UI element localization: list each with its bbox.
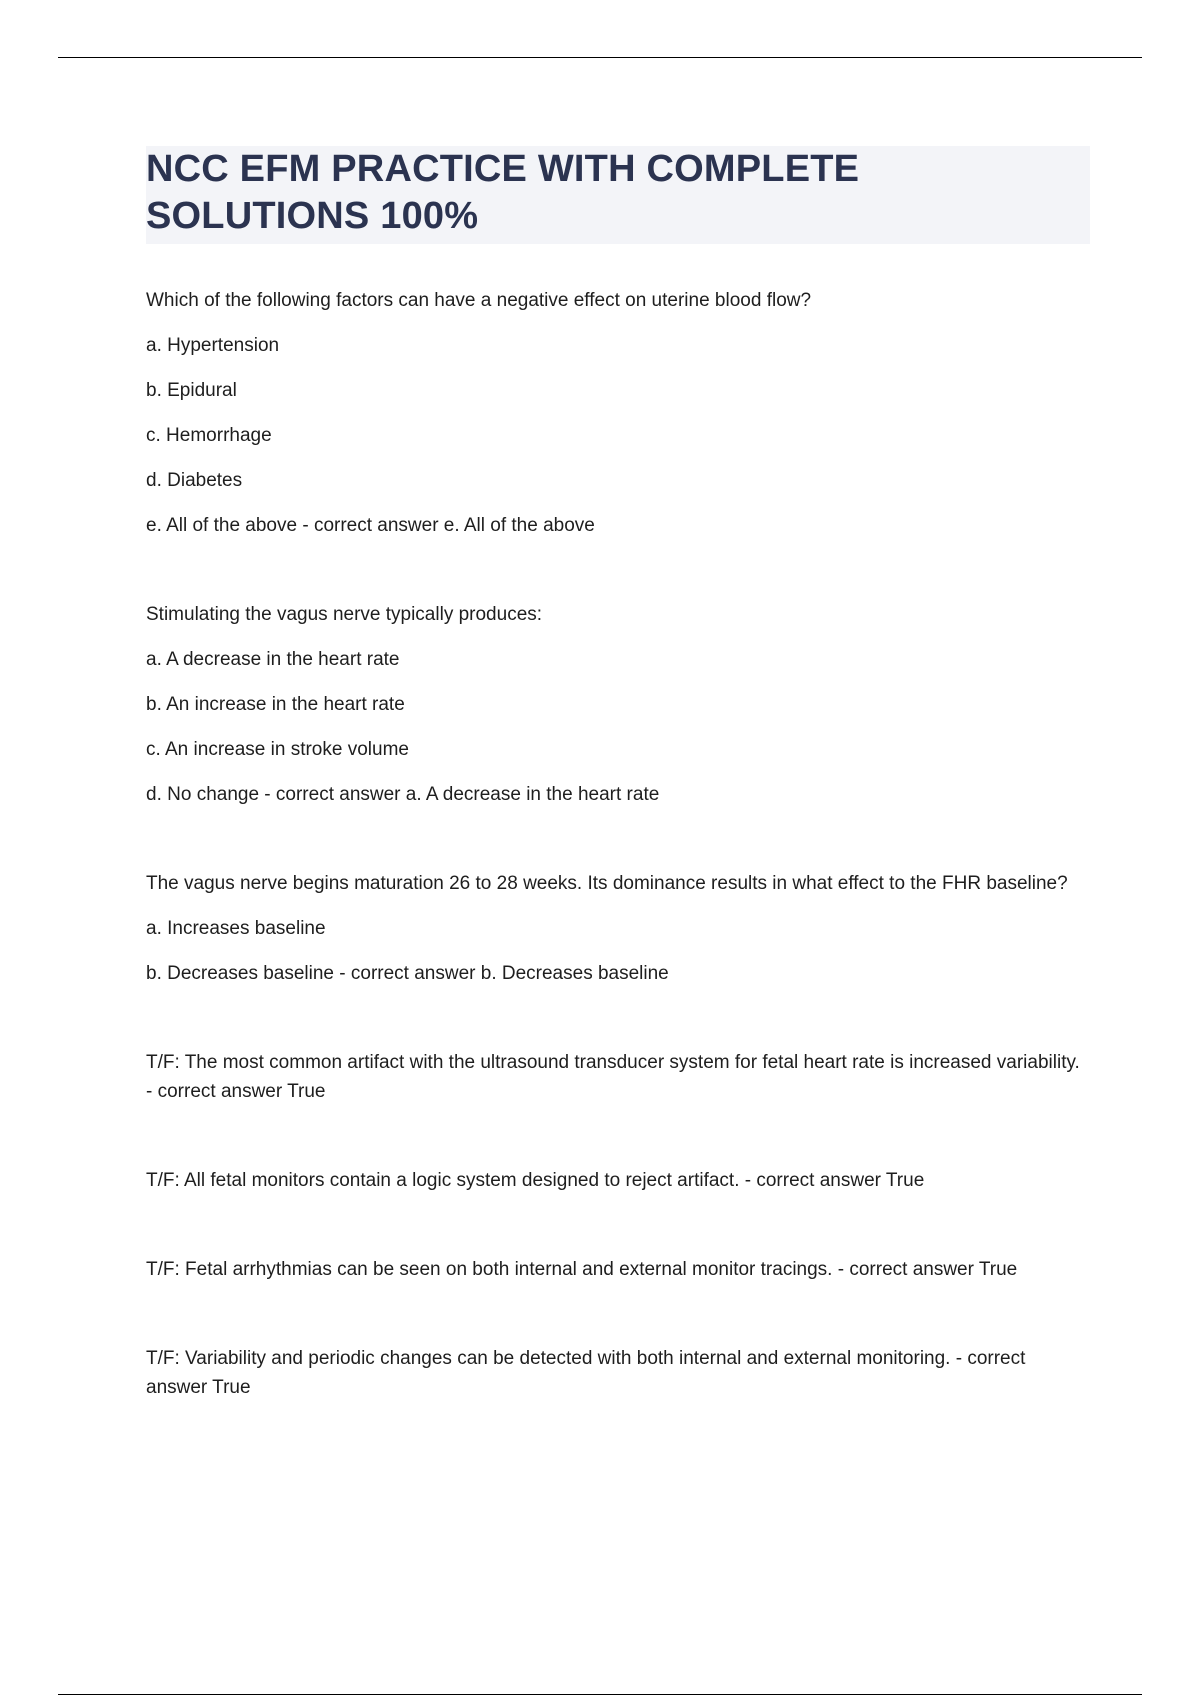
answer-option: d. Diabetes [146, 470, 243, 491]
question-6 [146, 1255, 1090, 1284]
question-stem: T/F: The most common artifact with the ultrasound transducer system for fetal heart rate is increased variability. - correct answer True [146, 1052, 1080, 1102]
question-2 [146, 600, 1090, 809]
question-7 [146, 1344, 1090, 1402]
answer-option: b. Decreases baseline - correct answer b. Decreases baseline [146, 963, 669, 984]
question-1 [146, 286, 1090, 540]
question-stem: T/F: Variability and periodic changes can be detected with both internal and external monitoring. - correct answer True [146, 1348, 1026, 1398]
question-stem: Stimulating the vagus nerve typically produces: [146, 604, 543, 625]
question-4 [146, 1048, 1090, 1106]
header-rule [58, 57, 1142, 58]
answer-option: b. An increase in the heart rate [146, 694, 405, 715]
question-3 [146, 869, 1090, 988]
answer-option: c. An increase in stroke volume [146, 739, 409, 760]
answer-option: c. Hemorrhage [146, 425, 272, 446]
answer-option: b. Epidural [146, 380, 237, 401]
answer-option: a. Hypertension [146, 335, 280, 356]
answer-option: e. All of the above - correct answer e. All of the above [146, 515, 595, 536]
answer-option: a. Increases baseline [146, 918, 326, 939]
question-stem: T/F: All fetal monitors contain a logic system designed to reject artifact. - correct answer True [146, 1170, 925, 1191]
question-stem: The vagus nerve begins maturation 26 to 28 weeks. Its dominance results in what effect to the FHR baseline? [146, 873, 1068, 894]
question-stem: T/F: Fetal arrhythmias can be seen on both internal and external monitor tracings. - correct answer True [146, 1259, 1018, 1280]
question-stem: Which of the following factors can have a negative effect on uterine blood flow? [146, 290, 812, 311]
document-title: NCC EFM PRACTICE WITH COMPLETE SOLUTIONS 100% [146, 148, 860, 237]
document-body [146, 146, 1090, 1402]
answer-option: a. A decrease in the heart rate [146, 649, 400, 670]
answer-option: d. No change - correct answer a. A decrease in the heart rate [146, 784, 660, 805]
footer-rule [58, 1694, 1142, 1695]
title-banner [146, 146, 1090, 244]
question-5 [146, 1166, 1090, 1195]
